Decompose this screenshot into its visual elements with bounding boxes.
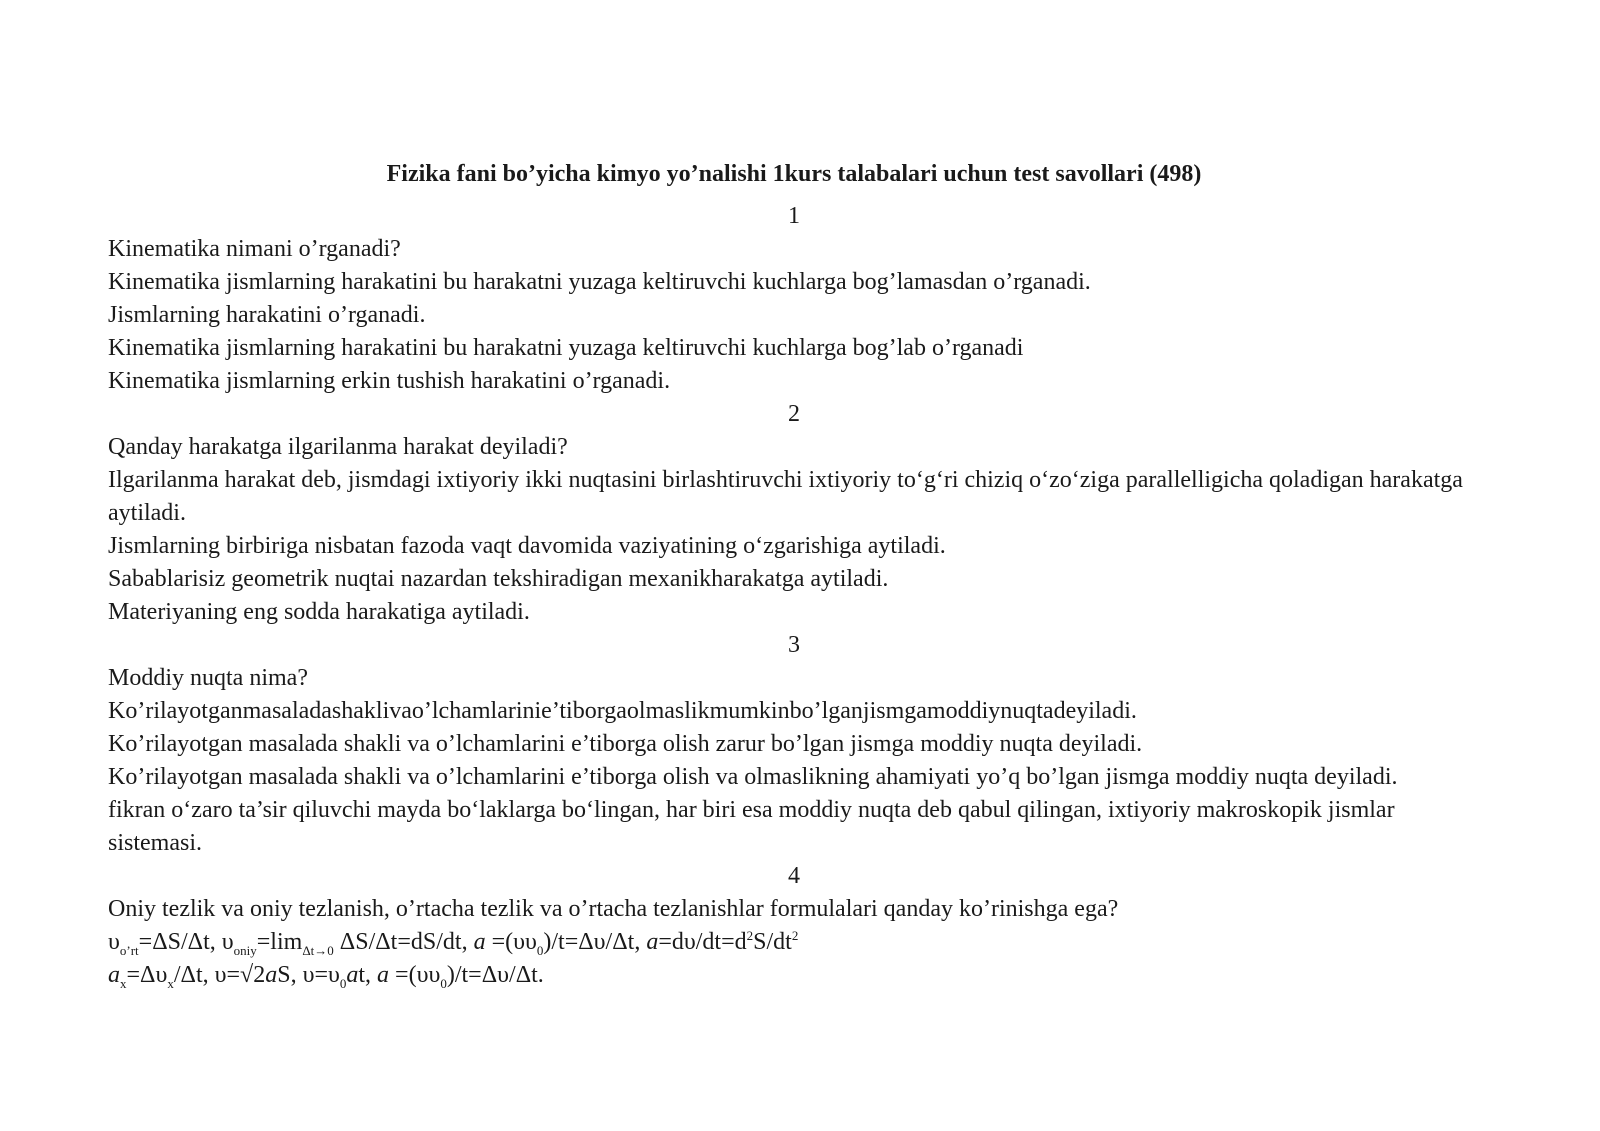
formula-subscript: o’rt — [119, 942, 139, 958]
answer-option: Ko’rilayotgan masalada shakli va o’lchamlarini e’tiborga olish va olmaslikning ahamiyati yo’q bo’lgan jismga moddiy nuqta deyiladi. — [108, 764, 1398, 790]
formula-part: t, — [358, 962, 378, 988]
formula-subscript: 0 — [339, 975, 347, 991]
answer-option: Ko’rilayotganmasaladashaklivao’lchamlarinie’tiborgaolmaslikmumkinbo’lganjismgamoddiynuqtadeyiladi. — [108, 698, 1137, 724]
formula-subscript: x — [120, 975, 127, 991]
formula-part: =ΔS/Δt, υ — [138, 929, 234, 955]
question-text: Moddiy nuqta nima? — [108, 665, 308, 691]
question-number: 2 — [788, 401, 800, 427]
question-text: Qanday harakatga ilgarilanma harakat deyiladi? — [108, 434, 568, 460]
answer-option: Ko’rilayotgan masalada shakli va o’lchamlarini e’tiborga olish zarur bo’lgan jismga moddiy nuqta deyiladi. — [108, 731, 1143, 757]
formula-subscript: x — [167, 975, 174, 991]
document-page — [108, 158, 1480, 992]
formula-variable: a — [646, 929, 659, 955]
formula-variable: a — [108, 962, 120, 988]
formula-part: )/t=Δυ/Δt. — [446, 962, 544, 988]
formula-subscript: oniy — [233, 942, 257, 958]
formula-subscript: 0 — [440, 975, 447, 991]
formula-part: =(υυ — [485, 929, 537, 955]
answer-option: Kinematika jismlarning erkin tushish harakatini o’rganadi. — [108, 368, 671, 394]
answer-option: Jismlarning birbiriga nisbatan fazoda vaqt davomida vaziyatining o‘zgarishiga aytiladi. — [108, 533, 946, 559]
answer-option: Sabablarisiz geometrik nuqtai nazardan tekshiradigan mexanikharakatga aytiladi. — [108, 566, 889, 592]
formula-part: S/dt — [753, 929, 792, 955]
formula-part: ΔS/Δt=dS/dt, — [333, 929, 474, 955]
formula-variable: a — [346, 962, 359, 988]
formula-variable: a — [473, 929, 486, 955]
formula-part: υ — [108, 929, 120, 955]
formula-part: )/t=Δυ/Δt, — [543, 929, 647, 955]
formula-part: =dυ/dt=d — [658, 929, 747, 955]
formula-superscript: 2 — [746, 928, 754, 943]
formula-variable: a — [265, 962, 278, 988]
question-text: Oniy tezlik va oniy tezlanish, o’rtacha tezlik va o’rtacha tezlanishlar formulalari qanday ko’rinishga ega? — [108, 896, 1119, 922]
question-number: 1 — [788, 203, 800, 229]
answer-option: Ilgarilanma harakat deb, jismdagi ixtiyoriy ikki nuqtasini birlashtiruvchi ixtiyoriy to‘g‘ri chiziq o‘zo‘ziga parallelligicha qoladigan harakatga aytiladi. — [108, 467, 1463, 526]
answer-option: fikran o‘zaro ta’sir qiluvchi mayda bo‘laklarga bo‘lingan, har biri esa moddiy nuqta deb qabul qilingan, ixtiyoriy makroskopik jismlar sistemasi. — [108, 797, 1395, 856]
answer-option: Kinematika jismlarning harakatini bu harakatni yuzaga keltiruvchi kuchlarga bog’lab o’rganadi — [108, 335, 1024, 361]
formula-subscript: Δt→0 — [302, 942, 334, 958]
answer-option: Jismlarning harakatini o’rganadi. — [108, 302, 426, 328]
formula-part: =(υυ — [389, 962, 441, 988]
formula-answer-2 — [108, 959, 1480, 992]
question-number: 4 — [788, 863, 800, 889]
formula-variable: a — [377, 962, 390, 988]
formula-subscript: 0 — [536, 942, 544, 958]
question-number: 3 — [788, 632, 800, 658]
formula-part: S, υ=υ — [277, 962, 340, 988]
document-title: Fizika fani bo’yicha kimyo yo’nalishi 1kurs talabalari uchun test savollari (498) — [386, 161, 1202, 187]
formula-part: =lim — [256, 929, 303, 955]
answer-option: Materiyaning eng sodda harakatiga aytiladi. — [108, 599, 530, 625]
formula-part: /Δt, υ=√2 — [173, 962, 266, 988]
formula-answer-1 — [108, 926, 1480, 959]
formula-superscript: 2 — [791, 928, 799, 943]
answer-option: Kinematika jismlarning harakatini bu harakatni yuzaga keltiruvchi kuchlarga bog’lamasdan o’rganadi. — [108, 269, 1091, 295]
formula-part: =Δυ — [126, 962, 168, 988]
question-text: Kinematika nimani o’rganadi? — [108, 236, 401, 262]
